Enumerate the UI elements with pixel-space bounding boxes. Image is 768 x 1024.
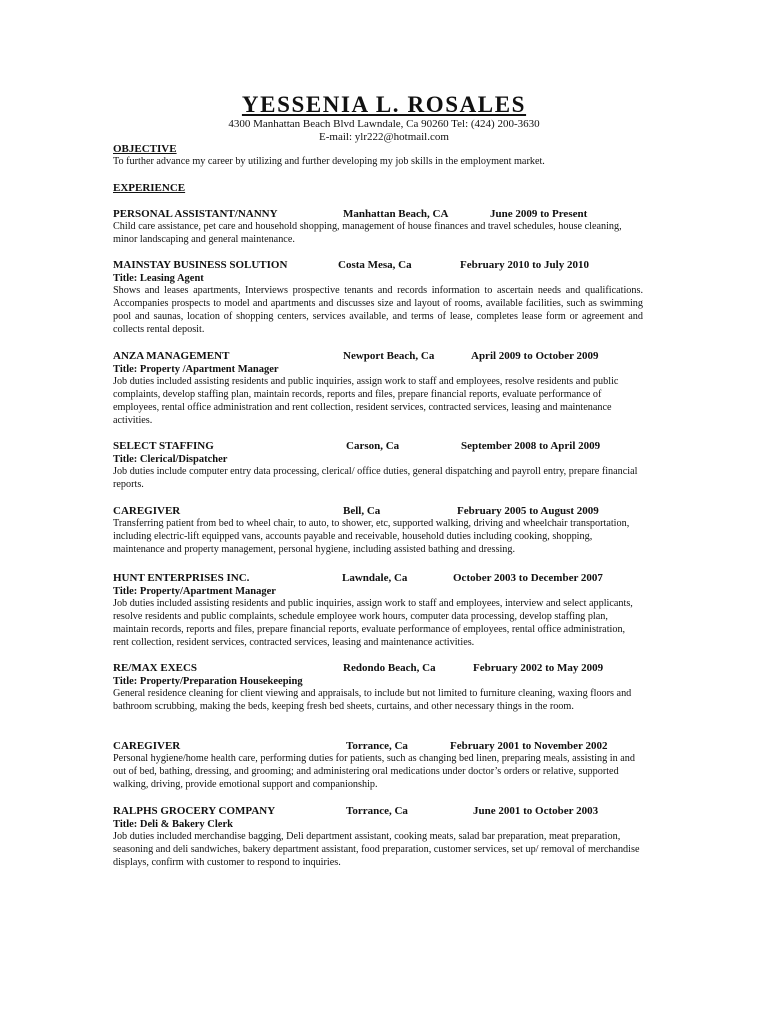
job-dates: October 2003 to December 2007 — [453, 572, 603, 584]
objective-heading: OBJECTIVE — [113, 143, 177, 155]
job-location: Redondo Beach, Ca — [343, 662, 436, 674]
job-company: HUNT ENTERPRISES INC. — [113, 572, 250, 584]
job-description: General residence cleaning for client viewing and appraisals, to include but not limited to furniture cleaning, waxing floors and bathroom scrubbing, making the beds, keeping fresh bed sheets, curtains, and other necessary things in the room. — [113, 688, 632, 712]
job-company: CAREGIVER — [113, 740, 181, 752]
job-entry — [0, 662, 768, 712]
job-location: Manhattan Beach, CA — [343, 208, 449, 220]
contact-address: 4300 Manhattan Beach Blvd Lawndale, Ca 90260 Tel: (424) 200-3630 — [228, 118, 540, 130]
job-location: Torrance, Ca — [346, 805, 408, 817]
job-title: Title: Property /Apartment Manager — [113, 364, 279, 375]
job-description: Personal hygiene/home health care, performing duties for patients, such as changing bed linen, preparing meals, assisting in and out of bed, bathing, dressing, and grooming; and administering oral medications under doctor’s orders or relative, supported walking, driving, provide emotional support and companionship. — [113, 753, 635, 790]
experience-heading: EXPERIENCE — [113, 182, 186, 194]
job-entry — [0, 572, 768, 648]
job-location: Lawndale, Ca — [342, 572, 408, 584]
job-company: MAINSTAY BUSINESS SOLUTION — [113, 259, 288, 271]
job-entry — [0, 740, 768, 790]
job-description: Job duties included assisting residents and public inquiries, assign work to staff and employees, interview and select applicants, resolve residents and public complaints, schedule employee work hours, computer data processing, develop staffing plan, maintain records, reports and files, prepare financial reports, evaluate performance of employees, rental office administration, rent collection, resident services, contracted services, leasing and maintenance activities. — [113, 598, 633, 648]
job-dates: June 2001 to October 2003 — [473, 805, 599, 817]
job-description: Child care assistance, pet care and household shopping, management of house finances and travel schedules, house cleaning, minor landscaping and general maintenance. — [113, 221, 622, 245]
job-company: RE/MAX EXECS — [113, 662, 198, 674]
job-company: RALPHS GROCERY COMPANY — [113, 805, 276, 817]
job-location: Bell, Ca — [343, 505, 381, 517]
job-title: Title: Clerical/Dispatcher — [113, 454, 228, 465]
job-company: CAREGIVER — [113, 505, 181, 517]
job-title: Title: Deli & Bakery Clerk — [113, 819, 233, 830]
job-dates: February 2001 to November 2002 — [450, 740, 608, 752]
job-location: Newport Beach, Ca — [343, 350, 435, 362]
job-description: Transferring patient from bed to wheel chair, to auto, to shower, etc, supported walking, driving and wheelchair transportation, including electric-lift equipped vans, accounts payable and receivable, household duties including cooking, shopping, maintenance and property management, personal hygiene, including assisted bathing and dressing. — [113, 518, 630, 555]
contact-email: E-mail: ylr222@hotmail.com — [319, 131, 449, 143]
job-entry — [0, 805, 768, 868]
job-description: Job duties included assisting residents and public inquiries, assign work to staff and employees, resolve residents and public complaints, develop staffing plan, maintain records, reports and files, prepare financial reports, evaluate performance of employees, rental office administration and rent collection, resident services, contracted services, leasing and maintenance activities. — [113, 376, 619, 426]
job-title: Title: Leasing Agent — [113, 273, 204, 284]
job-dates: June 2009 to Present — [490, 208, 588, 220]
job-entry — [0, 350, 768, 426]
job-location: Carson, Ca — [346, 440, 400, 452]
job-company: PERSONAL ASSISTANT/NANNY — [113, 208, 278, 220]
job-dates: February 2005 to August 2009 — [457, 505, 599, 517]
job-description: Job duties include computer entry data processing, clerical/ office duties, general dispatching and payroll entry, prepare financial reports. — [113, 466, 638, 490]
job-company: ANZA MANAGEMENT — [113, 350, 230, 362]
job-location: Torrance, Ca — [346, 740, 408, 752]
job-description: Job duties included merchandise bagging, Deli department assistant, cooking meats, salad bar preparation, meat preparation, seasoning and deli sandwiches, bakery department assistant, food preparation, customer services, set up/ removal of merchandise displays, confirm with customer to respond to inquiries. — [113, 831, 640, 868]
job-dates: February 2010 to July 2010 — [460, 259, 589, 271]
job-entry — [0, 505, 768, 555]
job-company: SELECT STAFFING — [113, 440, 214, 452]
job-location: Costa Mesa, Ca — [338, 259, 412, 271]
job-dates: February 2002 to May 2009 — [473, 662, 604, 674]
job-entry — [0, 440, 768, 490]
job-title: Title: Property/Apartment Manager — [113, 586, 276, 597]
candidate-name: YESSENIA L. ROSALES — [241, 92, 527, 117]
job-dates: April 2009 to October 2009 — [471, 350, 599, 362]
job-title: Title: Property/Preparation Housekeeping — [113, 676, 303, 687]
job-description: Shows and leases apartments, Interviews prospective tenants and records information to ascertain needs and qualifications. Accompanies prospects to model and apartments and discusses size and layout of rooms, available facilities, such as swimming pool and saunas, location of shopping centers, services available, and terms of lease, completes lease form or agreement and collects rental deposit. — [113, 285, 643, 335]
job-entry — [0, 208, 768, 245]
job-dates: September 2008 to April 2009 — [461, 440, 601, 452]
objective-text: To further advance my career by utilizing and further developing my job skills in the employment market. — [113, 156, 545, 167]
job-entry — [0, 259, 768, 335]
